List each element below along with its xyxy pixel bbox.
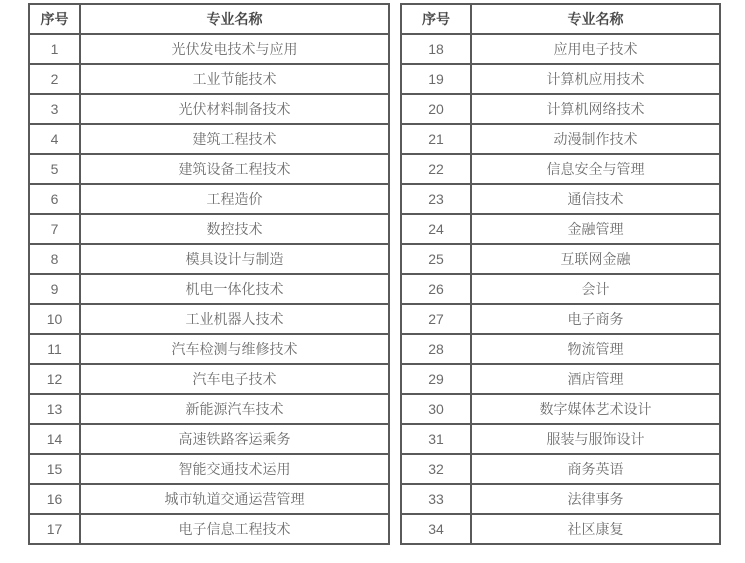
table-row xyxy=(401,364,720,394)
row-number-cell: 27 xyxy=(401,304,471,334)
column-header-major-name: 专业名称 xyxy=(471,4,720,34)
row-number-cell: 25 xyxy=(401,244,471,274)
table-row xyxy=(29,304,389,334)
table-row xyxy=(29,424,389,454)
table-row xyxy=(29,244,389,274)
table-row xyxy=(401,334,720,364)
table-row xyxy=(29,124,389,154)
table-row xyxy=(29,154,389,184)
table-row xyxy=(29,274,389,304)
major-name-cell: 计算机网络技术 xyxy=(471,94,720,124)
row-number-cell: 17 xyxy=(29,514,80,544)
row-number-cell: 11 xyxy=(29,334,80,364)
row-number-cell: 15 xyxy=(29,454,80,484)
table-row xyxy=(29,184,389,214)
row-number-cell: 6 xyxy=(29,184,80,214)
major-name-cell: 汽车检测与维修技术 xyxy=(80,334,389,364)
table-row xyxy=(401,64,720,94)
table-row xyxy=(401,424,720,454)
major-name-cell: 建筑设备工程技术 xyxy=(80,154,389,184)
major-name-cell: 应用电子技术 xyxy=(471,34,720,64)
row-number-cell: 10 xyxy=(29,304,80,334)
row-number-cell: 20 xyxy=(401,94,471,124)
row-number-cell: 21 xyxy=(401,124,471,154)
table-row xyxy=(401,394,720,424)
row-number-cell: 13 xyxy=(29,394,80,424)
table-row xyxy=(401,244,720,274)
row-number-cell: 34 xyxy=(401,514,471,544)
row-number-cell: 28 xyxy=(401,334,471,364)
row-number-cell: 26 xyxy=(401,274,471,304)
majors-table-left xyxy=(28,3,390,545)
table-row xyxy=(29,94,389,124)
major-name-cell: 计算机应用技术 xyxy=(471,64,720,94)
table-row xyxy=(29,394,389,424)
major-name-cell: 酒店管理 xyxy=(471,364,720,394)
table-row xyxy=(29,364,389,394)
row-number-cell: 5 xyxy=(29,154,80,184)
row-number-cell: 24 xyxy=(401,214,471,244)
row-number-cell: 33 xyxy=(401,484,471,514)
column-header-major-name: 专业名称 xyxy=(80,4,389,34)
table-row xyxy=(29,214,389,244)
major-name-cell: 服装与服饰设计 xyxy=(471,424,720,454)
table-row xyxy=(401,124,720,154)
majors-table-right xyxy=(400,3,721,545)
row-number-cell: 32 xyxy=(401,454,471,484)
row-number-cell: 31 xyxy=(401,424,471,454)
row-number-cell: 18 xyxy=(401,34,471,64)
table-row xyxy=(29,484,389,514)
row-number-cell: 3 xyxy=(29,94,80,124)
major-name-cell: 光伏发电技术与应用 xyxy=(80,34,389,64)
major-name-cell: 商务英语 xyxy=(471,454,720,484)
major-name-cell: 工业机器人技术 xyxy=(80,304,389,334)
major-name-cell: 光伏材料制备技术 xyxy=(80,94,389,124)
major-name-cell: 数字媒体艺术设计 xyxy=(471,394,720,424)
table-row xyxy=(401,34,720,64)
major-name-cell: 金融管理 xyxy=(471,214,720,244)
table-row xyxy=(401,274,720,304)
table-row xyxy=(401,184,720,214)
major-name-cell: 信息安全与管理 xyxy=(471,154,720,184)
header-row xyxy=(401,4,720,34)
major-name-cell: 新能源汽车技术 xyxy=(80,394,389,424)
table-row xyxy=(401,514,720,544)
major-name-cell: 电子信息工程技术 xyxy=(80,514,389,544)
major-name-cell: 动漫制作技术 xyxy=(471,124,720,154)
major-name-cell: 通信技术 xyxy=(471,184,720,214)
row-number-cell: 4 xyxy=(29,124,80,154)
column-header-number: 序号 xyxy=(401,4,471,34)
major-name-cell: 会计 xyxy=(471,274,720,304)
major-name-cell: 工程造价 xyxy=(80,184,389,214)
row-number-cell: 29 xyxy=(401,364,471,394)
major-name-cell: 法律事务 xyxy=(471,484,720,514)
table-row xyxy=(401,94,720,124)
table-row xyxy=(29,454,389,484)
row-number-cell: 22 xyxy=(401,154,471,184)
table-row xyxy=(29,64,389,94)
major-name-cell: 智能交通技术运用 xyxy=(80,454,389,484)
table-row xyxy=(401,484,720,514)
major-name-cell: 电子商务 xyxy=(471,304,720,334)
row-number-cell: 14 xyxy=(29,424,80,454)
row-number-cell: 19 xyxy=(401,64,471,94)
major-name-cell: 高速铁路客运乘务 xyxy=(80,424,389,454)
table-row xyxy=(29,34,389,64)
major-name-cell: 模具设计与制造 xyxy=(80,244,389,274)
row-number-cell: 23 xyxy=(401,184,471,214)
row-number-cell: 2 xyxy=(29,64,80,94)
major-name-cell: 机电一体化技术 xyxy=(80,274,389,304)
major-name-cell: 建筑工程技术 xyxy=(80,124,389,154)
row-number-cell: 8 xyxy=(29,244,80,274)
major-name-cell: 互联网金融 xyxy=(471,244,720,274)
table-row xyxy=(29,514,389,544)
table-row xyxy=(401,154,720,184)
table-row xyxy=(401,454,720,484)
major-name-cell: 社区康复 xyxy=(471,514,720,544)
table-row xyxy=(29,334,389,364)
major-name-cell: 城市轨道交通运营管理 xyxy=(80,484,389,514)
table-row xyxy=(401,214,720,244)
major-name-cell: 物流管理 xyxy=(471,334,720,364)
row-number-cell: 1 xyxy=(29,34,80,64)
header-row xyxy=(29,4,389,34)
major-name-cell: 工业节能技术 xyxy=(80,64,389,94)
row-number-cell: 12 xyxy=(29,364,80,394)
row-number-cell: 16 xyxy=(29,484,80,514)
major-name-cell: 数控技术 xyxy=(80,214,389,244)
row-number-cell: 30 xyxy=(401,394,471,424)
table-row xyxy=(401,304,720,334)
column-header-number: 序号 xyxy=(29,4,80,34)
row-number-cell: 7 xyxy=(29,214,80,244)
major-name-cell: 汽车电子技术 xyxy=(80,364,389,394)
row-number-cell: 9 xyxy=(29,274,80,304)
majors-tables-container xyxy=(28,3,721,545)
